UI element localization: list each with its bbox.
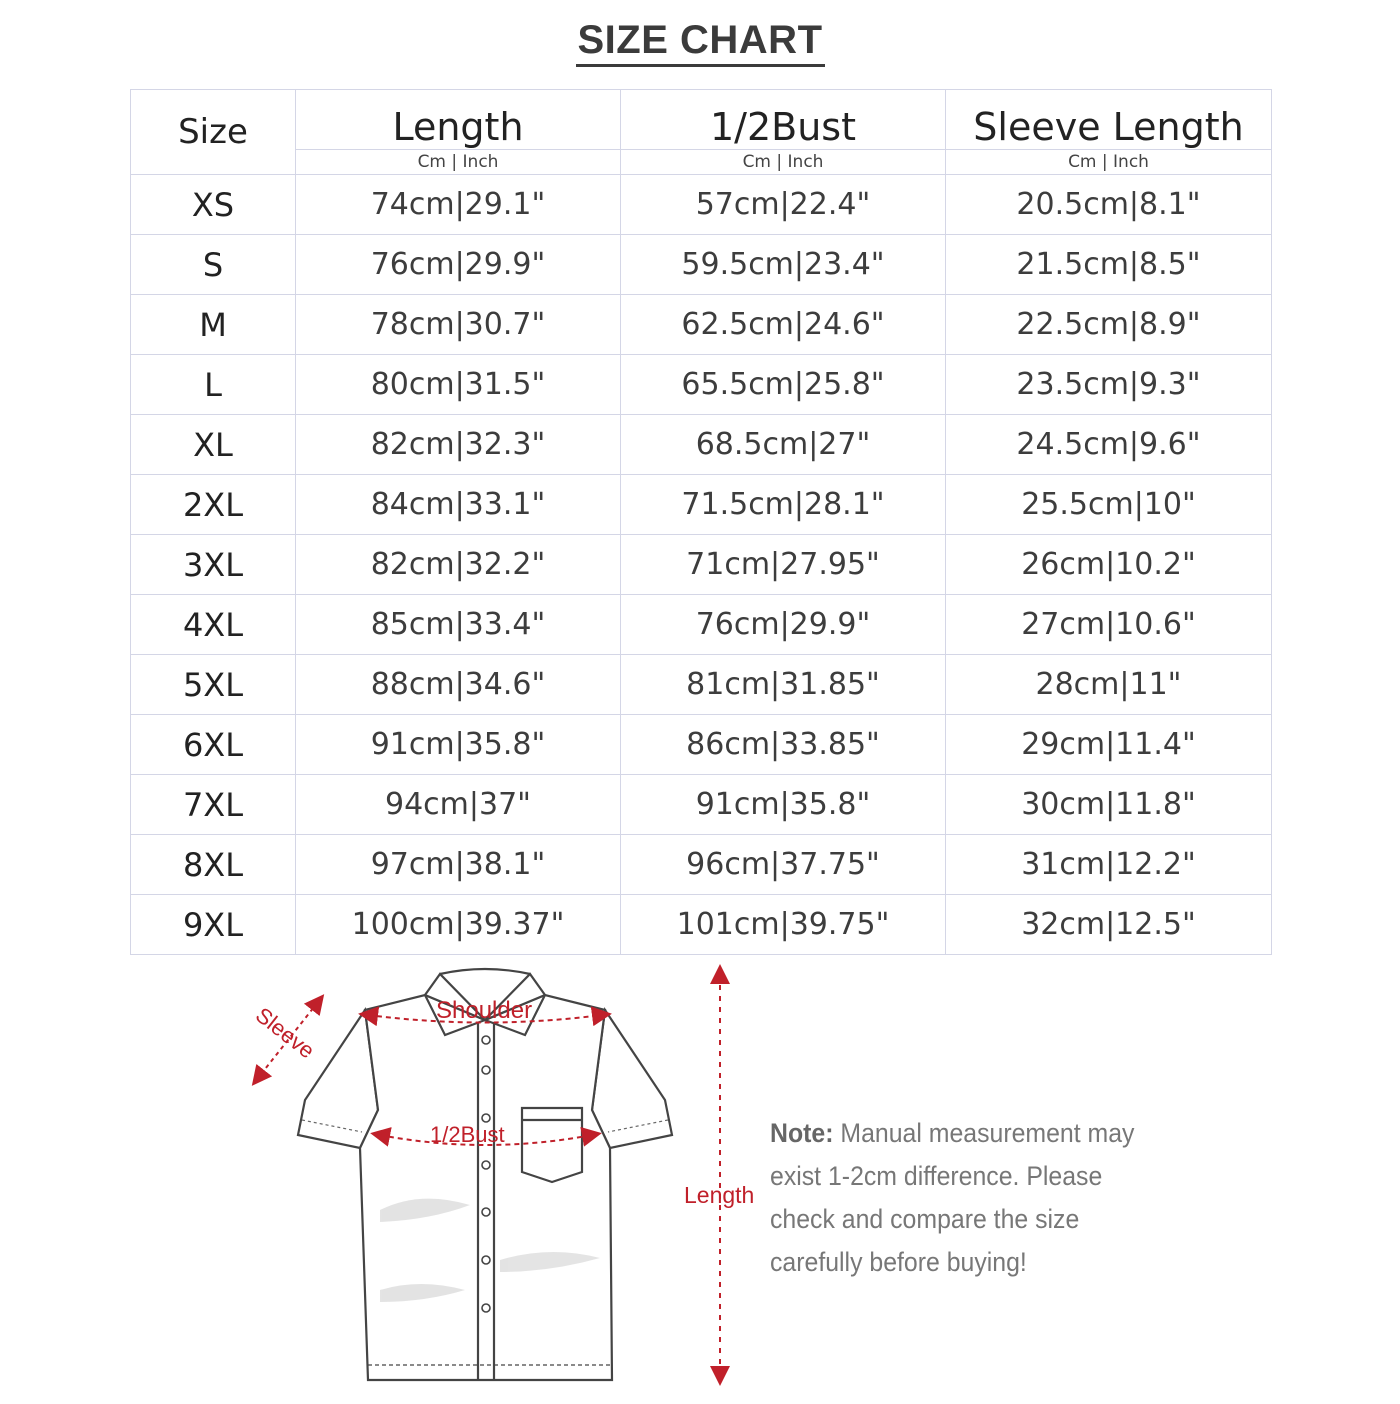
sleeve-length-cell: 22.5cm|8.9": [946, 295, 1272, 355]
length-cell: 100cm|39.37": [296, 895, 621, 955]
bust-cell: 86cm|33.85": [621, 715, 946, 775]
page-title-text: SIZE CHART: [576, 18, 825, 67]
bust-cell: 76cm|29.9": [621, 595, 946, 655]
size-cell: 7XL: [131, 775, 296, 835]
bust-cell: 96cm|37.75": [621, 835, 946, 895]
sleeve-length-cell: 27cm|10.6": [946, 595, 1272, 655]
length-cell: 85cm|33.4": [296, 595, 621, 655]
size-cell: M: [131, 295, 296, 355]
bust-cell: 68.5cm|27": [621, 415, 946, 475]
size-cell: 6XL: [131, 715, 296, 775]
bust-cell: 81cm|31.85": [621, 655, 946, 715]
shoulder-label: Shoulder: [436, 997, 533, 1024]
table-row: [131, 415, 1272, 475]
table-body: [131, 175, 1272, 955]
size-cell: 9XL: [131, 895, 296, 955]
bust-cell: 91cm|35.8": [621, 775, 946, 835]
bust-cell: 59.5cm|23.4": [621, 235, 946, 295]
shirt-icon: [240, 960, 800, 1400]
table-row: [131, 355, 1272, 415]
page-title: [0, 18, 1400, 63]
size-cell: 5XL: [131, 655, 296, 715]
sleeve-length-cell: 21.5cm|8.5": [946, 235, 1272, 295]
shirt-diagram: [240, 960, 800, 1400]
length-cell: 91cm|35.8": [296, 715, 621, 775]
length-cell: 82cm|32.2": [296, 535, 621, 595]
bust-cell: 65.5cm|25.8": [621, 355, 946, 415]
sleeve-length-cell: 24.5cm|9.6": [946, 415, 1272, 475]
length-cell: 74cm|29.1": [296, 175, 621, 235]
sleeve-length-cell: 23.5cm|9.3": [946, 355, 1272, 415]
sleeve-length-cell: 30cm|11.8": [946, 775, 1272, 835]
note-text-block: [770, 1112, 1156, 1284]
sleeve-length-cell: 29cm|11.4": [946, 715, 1272, 775]
size-cell: 4XL: [131, 595, 296, 655]
table-row: [131, 295, 1272, 355]
shirt-outline: [298, 969, 672, 1380]
size-cell: S: [131, 235, 296, 295]
header-sleeve-length: Sleeve Length: [946, 90, 1272, 150]
table-row: [131, 835, 1272, 895]
header-bust: 1/2Bust: [621, 90, 946, 150]
length-cell: 97cm|38.1": [296, 835, 621, 895]
table-row: [131, 175, 1272, 235]
sleeve-label: Sleeve: [250, 1002, 320, 1064]
bust-cell: 57cm|22.4": [621, 175, 946, 235]
bust-cell: 101cm|39.75": [621, 895, 946, 955]
table-row: [131, 655, 1272, 715]
bust-cell: 71cm|27.95": [621, 535, 946, 595]
table-row: [131, 535, 1272, 595]
size-cell: 3XL: [131, 535, 296, 595]
length-cell: 88cm|34.6": [296, 655, 621, 715]
table-row: [131, 475, 1272, 535]
length-cell: 82cm|32.3": [296, 415, 621, 475]
sleeve-length-cell: 25.5cm|10": [946, 475, 1272, 535]
bust-cell: 62.5cm|24.6": [621, 295, 946, 355]
size-cell: XL: [131, 415, 296, 475]
size-cell: L: [131, 355, 296, 415]
length-cell: 78cm|30.7": [296, 295, 621, 355]
unit-label-length: Cm | Inch: [296, 150, 621, 175]
table-row: [131, 715, 1272, 775]
bust-cell: 71.5cm|28.1": [621, 475, 946, 535]
table-row: [131, 895, 1272, 955]
unit-label-bust: Cm | Inch: [621, 150, 946, 175]
sleeve-length-cell: 28cm|11": [946, 655, 1272, 715]
sleeve-length-cell: 32cm|12.5": [946, 895, 1272, 955]
sleeve-length-cell: 26cm|10.2": [946, 535, 1272, 595]
unit-label-sleeve: Cm | Inch: [946, 150, 1272, 175]
sleeve-length-cell: 31cm|12.2": [946, 835, 1272, 895]
table-row: [131, 235, 1272, 295]
table-row: [131, 775, 1272, 835]
length-cell: 94cm|37": [296, 775, 621, 835]
bust-label: 1/2Bust: [430, 1122, 505, 1147]
note-text: Manual measurement may exist 1-2cm difference. Please check and compare the size carefully before buying!: [770, 1118, 1135, 1277]
length-cell: 80cm|31.5": [296, 355, 621, 415]
header-length: Length: [296, 90, 621, 150]
size-cell: 8XL: [131, 835, 296, 895]
size-chart-table: [130, 89, 1272, 955]
sleeve-length-cell: 20.5cm|8.1": [946, 175, 1272, 235]
table-row: [131, 595, 1272, 655]
header-size: Size: [131, 90, 296, 175]
length-label: Length: [684, 1182, 755, 1208]
note-label: Note:: [770, 1118, 834, 1148]
length-cell: 76cm|29.9": [296, 235, 621, 295]
size-cell: 2XL: [131, 475, 296, 535]
length-cell: 84cm|33.1": [296, 475, 621, 535]
size-cell: XS: [131, 175, 296, 235]
